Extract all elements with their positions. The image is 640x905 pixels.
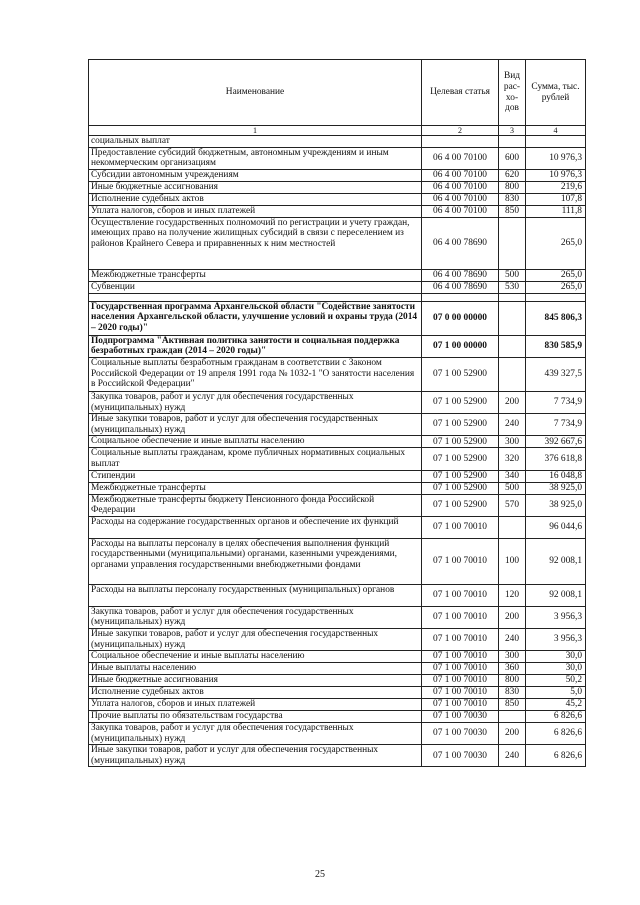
table-row [89, 147, 586, 169]
row-expense-type [499, 136, 526, 148]
row-expense-type: 850 [499, 699, 526, 711]
row-target-code: 06 4 00 70100 [422, 181, 499, 193]
row-expense-type: 200 [499, 723, 526, 745]
table-row [89, 293, 586, 301]
row-target-code: 06 4 00 78690 [422, 281, 499, 293]
row-target-code: 07 1 00 70010 [422, 663, 499, 675]
row-name: Иные выплаты населению [89, 663, 422, 675]
row-sum [526, 136, 586, 148]
row-name: Прочие выплаты по обязательствам государства [89, 711, 422, 723]
table-row [89, 357, 586, 391]
row-name: Государственная программа Архангельской области "Содействие занятости населения Архангельской области, улучшение условий и охраны труда (2014 – 2020 годы)" [89, 301, 422, 335]
table-row [89, 482, 586, 494]
row-name: Иные бюджетные ассигнования [89, 181, 422, 193]
table-row [89, 687, 586, 699]
row-sum: 376 618,8 [526, 448, 586, 470]
row-expense-type: 800 [499, 675, 526, 687]
row-sum: 10 976,3 [526, 147, 586, 169]
row-target-code: 07 1 00 00000 [422, 335, 499, 357]
row-sum [526, 293, 586, 301]
row-sum: 107,8 [526, 193, 586, 205]
row-name: Межбюджетные трансферты [89, 269, 422, 281]
row-sum: 6 826,6 [526, 723, 586, 745]
row-sum: 16 048,8 [526, 470, 586, 482]
row-target-code: 07 1 00 52900 [422, 482, 499, 494]
row-target-code [422, 136, 499, 148]
row-target-code: 06 4 00 70100 [422, 147, 499, 169]
row-name: Закупка товаров, работ и услуг для обеспечения государственных (муниципальных) нужд [89, 606, 422, 628]
table-row [89, 723, 586, 745]
column-number: 1 [89, 126, 422, 136]
column-number: 3 [499, 126, 526, 136]
row-expense-type: 850 [499, 205, 526, 217]
row-name: социальных выплат [89, 136, 422, 148]
row-name: Уплата налогов, сборов и иных платежей [89, 699, 422, 711]
row-sum: 3 956,3 [526, 606, 586, 628]
row-expense-type: 320 [499, 448, 526, 470]
row-expense-type: 800 [499, 181, 526, 193]
table-row [89, 136, 586, 148]
row-target-code: 07 1 00 70010 [422, 606, 499, 628]
row-name: Уплата налогов, сборов и иных платежей [89, 205, 422, 217]
row-name: Социальное обеспечение и иные выплаты населению [89, 436, 422, 448]
header-target: Целевая статья [422, 60, 499, 126]
row-sum: 92 008,1 [526, 538, 586, 584]
row-expense-type: 570 [499, 494, 526, 516]
row-sum: 45,2 [526, 699, 586, 711]
row-target-code: 07 1 00 52900 [422, 414, 499, 436]
header-sum: Сумма, тыс. рублей [526, 60, 586, 126]
row-expense-type: 200 [499, 391, 526, 413]
row-expense-type [499, 217, 526, 269]
row-expense-type [499, 516, 526, 538]
row-sum: 38 925,0 [526, 494, 586, 516]
row-sum: 392 667,6 [526, 436, 586, 448]
row-expense-type: 300 [499, 651, 526, 663]
row-sum: 265,0 [526, 269, 586, 281]
row-sum: 111,8 [526, 205, 586, 217]
row-name: Социальные выплаты безработным гражданам в соответствии с Законом Российской Федерации от 19 апреля 1991 года № 1032-1 "О занятости населения в Российской Федерации" [89, 357, 422, 391]
table-row [89, 663, 586, 675]
row-target-code: 07 1 00 52900 [422, 436, 499, 448]
row-target-code: 07 1 00 70010 [422, 675, 499, 687]
table-header-row [89, 60, 586, 126]
row-expense-type: 100 [499, 538, 526, 584]
row-sum: 6 826,6 [526, 745, 586, 767]
row-name: Субвенции [89, 281, 422, 293]
column-number: 4 [526, 126, 586, 136]
table-row [89, 448, 586, 470]
table-row [89, 675, 586, 687]
row-sum: 439 327,5 [526, 357, 586, 391]
row-target-code: 07 1 00 70030 [422, 745, 499, 767]
row-target-code: 07 0 00 00000 [422, 301, 499, 335]
row-expense-type: 360 [499, 663, 526, 675]
row-name: Социальное обеспечение и иные выплаты населению [89, 651, 422, 663]
row-name: Исполнение судебных актов [89, 687, 422, 699]
row-expense-type: 240 [499, 745, 526, 767]
row-sum: 10 976,3 [526, 169, 586, 181]
table-row [89, 391, 586, 413]
row-sum: 96 044,6 [526, 516, 586, 538]
row-name: Стипендии [89, 470, 422, 482]
row-target-code: 06 4 00 70100 [422, 205, 499, 217]
row-name: Исполнение судебных актов [89, 193, 422, 205]
table-row [89, 584, 586, 606]
table-row [89, 516, 586, 538]
table-row [89, 628, 586, 650]
table-row [89, 281, 586, 293]
row-name: Подпрограмма "Активная политика занятости и социальная поддержка безработных граждан (2014 – 2020 годы)" [89, 335, 422, 357]
table-row [89, 414, 586, 436]
row-target-code: 07 1 00 70010 [422, 699, 499, 711]
table-row [89, 436, 586, 448]
row-name: Иные бюджетные ассигнования [89, 675, 422, 687]
row-target-code: 07 1 00 52900 [422, 391, 499, 413]
row-sum: 830 585,9 [526, 335, 586, 357]
row-sum: 845 806,3 [526, 301, 586, 335]
row-expense-type [499, 335, 526, 357]
row-target-code [422, 293, 499, 301]
row-target-code: 06 4 00 70100 [422, 193, 499, 205]
row-name: Расходы на выплаты персоналу государственных (муниципальных) органов [89, 584, 422, 606]
row-expense-type: 120 [499, 584, 526, 606]
row-name: Закупка товаров, работ и услуг для обеспечения государственных (муниципальных) нужд [89, 391, 422, 413]
row-sum: 92 008,1 [526, 584, 586, 606]
row-target-code: 07 1 00 52900 [422, 357, 499, 391]
row-expense-type: 600 [499, 147, 526, 169]
row-target-code: 06 4 00 78690 [422, 217, 499, 269]
row-expense-type: 240 [499, 414, 526, 436]
row-name: Иные закупки товаров, работ и услуг для обеспечения государственных (муниципальных) нужд [89, 745, 422, 767]
row-expense-type: 340 [499, 470, 526, 482]
row-target-code: 06 4 00 78690 [422, 269, 499, 281]
row-expense-type [499, 711, 526, 723]
row-sum: 3 956,3 [526, 628, 586, 650]
table-row [89, 205, 586, 217]
row-name: Закупка товаров, работ и услуг для обеспечения государственных (муниципальных) нужд [89, 723, 422, 745]
row-sum: 219,6 [526, 181, 586, 193]
row-target-code: 07 1 00 70010 [422, 584, 499, 606]
row-sum: 7 734,9 [526, 391, 586, 413]
row-target-code: 07 1 00 70010 [422, 651, 499, 663]
row-target-code: 07 1 00 52900 [422, 494, 499, 516]
row-expense-type [499, 357, 526, 391]
row-name: Межбюджетные трансферты бюджету Пенсионного фонда Российской Федерации [89, 494, 422, 516]
table-row [89, 651, 586, 663]
row-name: Осуществление государственных полномочий по регистрации и учету граждан, имеющих право на получение жилищных субсидий в связи с переселением из районов Крайнего Севера и приравненных к ним местностей [89, 217, 422, 269]
header-name: Наименование [89, 60, 422, 126]
row-sum: 38 925,0 [526, 482, 586, 494]
row-sum: 265,0 [526, 281, 586, 293]
row-sum: 265,0 [526, 217, 586, 269]
row-sum: 5,0 [526, 687, 586, 699]
table-column-numbers-row [89, 126, 586, 136]
row-expense-type [499, 293, 526, 301]
row-name: Иные закупки товаров, работ и услуг для обеспечения государственных (муниципальных) нужд [89, 414, 422, 436]
row-target-code: 07 1 00 52900 [422, 470, 499, 482]
table-row [89, 269, 586, 281]
row-target-code: 07 1 00 70010 [422, 538, 499, 584]
table-row [89, 470, 586, 482]
row-sum: 30,0 [526, 651, 586, 663]
row-expense-type: 530 [499, 281, 526, 293]
table-row [89, 745, 586, 767]
row-expense-type: 240 [499, 628, 526, 650]
row-target-code: 06 4 00 70100 [422, 169, 499, 181]
table-row [89, 217, 586, 269]
row-expense-type [499, 301, 526, 335]
row-sum: 7 734,9 [526, 414, 586, 436]
row-name: Межбюджетные трансферты [89, 482, 422, 494]
table-row [89, 169, 586, 181]
row-sum: 6 826,6 [526, 711, 586, 723]
row-target-code: 07 1 00 70030 [422, 723, 499, 745]
table-row [89, 301, 586, 335]
column-number: 2 [422, 126, 499, 136]
row-target-code: 07 1 00 70010 [422, 628, 499, 650]
row-name: Расходы на выплаты персоналу в целях обеспечения выполнения функций государственными (муниципальными) органами, казенными учреждениями, органами управления государственными внебюджетными фондами [89, 538, 422, 584]
table-row [89, 335, 586, 357]
row-name: Расходы на содержание государственных органов и обеспечение их функций [89, 516, 422, 538]
row-name: Иные закупки товаров, работ и услуг для обеспечения государственных (муниципальных) нужд [89, 628, 422, 650]
row-expense-type: 300 [499, 436, 526, 448]
row-target-code: 07 1 00 70030 [422, 711, 499, 723]
row-expense-type: 830 [499, 193, 526, 205]
row-expense-type: 200 [499, 606, 526, 628]
row-target-code: 07 1 00 52900 [422, 448, 499, 470]
row-target-code: 07 1 00 70010 [422, 687, 499, 699]
table-row [89, 711, 586, 723]
row-name: Предоставление субсидий бюджетным, автономным учреждениям и иным некоммерческим организациям [89, 147, 422, 169]
table-row [89, 538, 586, 584]
row-expense-type: 620 [499, 169, 526, 181]
budget-table [88, 59, 586, 767]
header-vid: Вид рас- хо- дов [499, 60, 526, 126]
row-name: Субсидии автономным учреждениям [89, 169, 422, 181]
table-row [89, 494, 586, 516]
row-expense-type: 500 [499, 482, 526, 494]
table-row [89, 193, 586, 205]
row-target-code: 07 1 00 70010 [422, 516, 499, 538]
row-name [89, 293, 422, 301]
row-sum: 50,2 [526, 675, 586, 687]
row-name: Социальные выплаты гражданам, кроме публичных нормативных социальных выплат [89, 448, 422, 470]
page-number: 25 [315, 869, 325, 880]
row-expense-type: 500 [499, 269, 526, 281]
row-expense-type: 830 [499, 687, 526, 699]
table-row [89, 606, 586, 628]
table-row [89, 181, 586, 193]
table-row [89, 699, 586, 711]
row-sum: 30,0 [526, 663, 586, 675]
